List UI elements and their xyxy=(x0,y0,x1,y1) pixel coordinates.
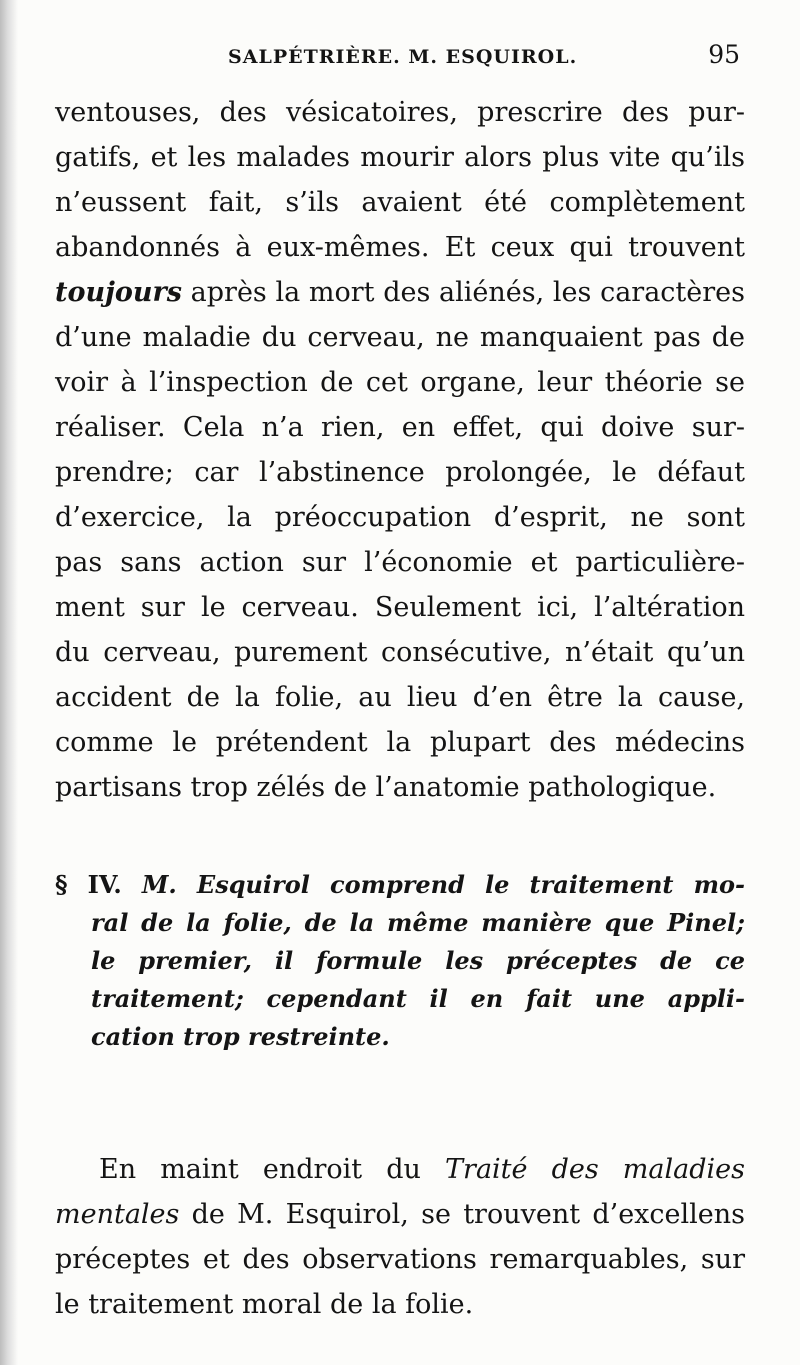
page-edge-shadow xyxy=(0,0,18,1365)
line-rest: de M. Esquirol, se trouvent d’excellens xyxy=(179,1199,745,1230)
italic-word: toujours xyxy=(55,277,182,308)
text-line: le traitement moral de la folie. xyxy=(55,1289,474,1320)
section-heading-line: le premier, il formule les préceptes de ce xyxy=(91,946,745,975)
text-line: d’exercice, la préoccupation d’esprit, ne sont xyxy=(55,502,745,533)
page-number: 95 xyxy=(708,40,740,69)
section-heading-line: cation trop restreinte. xyxy=(91,1022,390,1051)
line-rest: après la mort des aliénés, les caractères xyxy=(181,277,745,308)
section-mark: § IV. xyxy=(55,870,122,899)
text-line: partisans trop zélés de l’anatomie pathologique. xyxy=(55,772,717,803)
body-paragraph-1 xyxy=(55,90,745,810)
section-heading-line: ral de la folie, de la même manière que Pinel; xyxy=(91,908,745,937)
text-line xyxy=(55,270,745,315)
section-heading xyxy=(55,866,745,1056)
text-line xyxy=(55,1192,745,1237)
text-line: n’eussent fait, s’ils avaient été complètement xyxy=(55,187,745,218)
text-line: réaliser. Cela n’a rien, en effet, qui doive sur- xyxy=(55,412,745,443)
running-title: SALPÉTRIÈRE. M. ESQUIROL. xyxy=(228,46,578,68)
body-paragraph-2 xyxy=(55,1147,745,1327)
text-line: voir à l’inspection de cet organe, leur théorie se xyxy=(55,367,745,398)
text-line: ventouses, des vésicatoires, prescrire des pur- xyxy=(55,97,745,128)
running-header xyxy=(60,38,740,78)
section-heading-line xyxy=(55,866,745,904)
italic-word: mentales xyxy=(55,1199,180,1230)
text-line: comme le prétendent la plupart des médecins xyxy=(55,727,745,758)
line-lead: En maint endroit du xyxy=(99,1154,446,1185)
text-line: abandonnés à eux-mêmes. Et ceux qui trouvent xyxy=(55,232,745,263)
text-line: ment sur le cerveau. Seulement ici, l’altération xyxy=(55,592,745,623)
section-heading-line: traitement; cependant il en fait une appli- xyxy=(91,984,745,1013)
italic-title: Traité des maladies xyxy=(445,1154,745,1185)
text-line: préceptes et des observations remarquables, sur xyxy=(55,1244,745,1275)
text-line: pas sans action sur l’économie et particulière- xyxy=(55,547,745,578)
text-line: accident de la folie, au lieu d’en être la cause, xyxy=(55,682,745,713)
section-heading-text: M. Esquirol comprend le traitement mo- xyxy=(141,870,746,899)
text-line: prendre; car l’abstinence prolongée, le défaut xyxy=(55,457,745,488)
text-line: du cerveau, purement consécutive, n’était qu’un xyxy=(55,637,745,668)
text-line: d’une maladie du cerveau, ne manquaient pas de xyxy=(55,322,745,353)
text-line: gatifs, et les malades mourir alors plus vite qu’ils xyxy=(55,142,745,173)
text-line xyxy=(55,1147,745,1192)
